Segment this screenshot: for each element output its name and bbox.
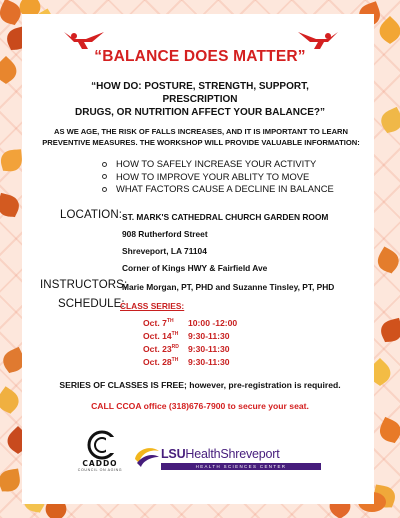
circle-bullet-icon [102,174,107,179]
location-label: LOCATION: [60,209,123,221]
instructors-value: Marie Morgan, PT, PHD and Suzanne Tinsley, PT, PHD [122,282,335,292]
balance-pose-figure-left-icon [62,30,106,50]
location-street: 908 Rutherford Street [122,229,208,239]
circle-bullet-icon [102,187,107,192]
lsu-swoosh-icon [133,445,161,469]
schedule-row: Oct. 14TH 9:30-11:30 [143,331,230,342]
lsu-health-logo-text: LSUHealthShreveport [161,447,280,461]
list-item: HOW TO SAFELY INCREASE YOUR ACTIVITY [100,158,334,171]
location-venue: ST. MARK'S CATHEDRAL CHURCH GARDEN ROOM [122,212,329,222]
schedule-list [143,317,237,368]
lsu-logo-subtitle: HEALTH SCIENCES CENTER [195,463,287,469]
caddo-logo-name: CADDO [82,459,118,468]
list-item: WHAT FACTORS CAUSE A DECLINE IN BALANCE [100,183,334,196]
call-to-action: CALL CCOA office (318)676-7900 to secure your seat. [91,401,309,411]
page-title: “BALANCE DOES MATTER” [94,48,306,65]
circle-bullet-icon [102,162,107,167]
schedule-row: Oct. 28TH 9:30-11:30 [143,356,230,367]
question-heading: “HOW DO: POSTURE, STRENGTH, SUPPORT, PRESCRIPTION DRUGS, OR NUTRITION AFFECT YOUR BALANCE?” [75,81,325,118]
caddo-logo-subtitle: COUNCIL ON AGING [77,468,123,472]
schedule-row: Oct. 23RD 9:30-11:30 [143,343,230,354]
intro-text: AS WE AGE, THE RISK OF FALLS INCREASES, AND IT IS IMPORTANT TO LEARN PREVENTIVE MEASURES. THE WORKSHOP WILL PROVIDE VALUABLE INFORMATION: [42,127,360,147]
location-city: Shreveport, LA 71104 [122,246,207,256]
list-item: HOW TO IMPROVE YOUR ABLITY TO MOVE [100,171,334,184]
instructors-label: INSTRUCTORS: [40,279,128,291]
class-series-heading: CLASS SERIES: [120,301,185,311]
schedule-row: Oct. 7TH 10:00 -12:00 [143,318,238,329]
topics-list [100,158,334,196]
location-corner: Corner of Kings HWY & Fairfield Ave [122,263,268,273]
free-registration-note: SERIES OF CLASSES IS FREE; however, pre-registration is required. [59,380,341,390]
balance-pose-figure-right-icon [296,30,340,50]
schedule-label: SCHEDULE: [58,298,125,310]
